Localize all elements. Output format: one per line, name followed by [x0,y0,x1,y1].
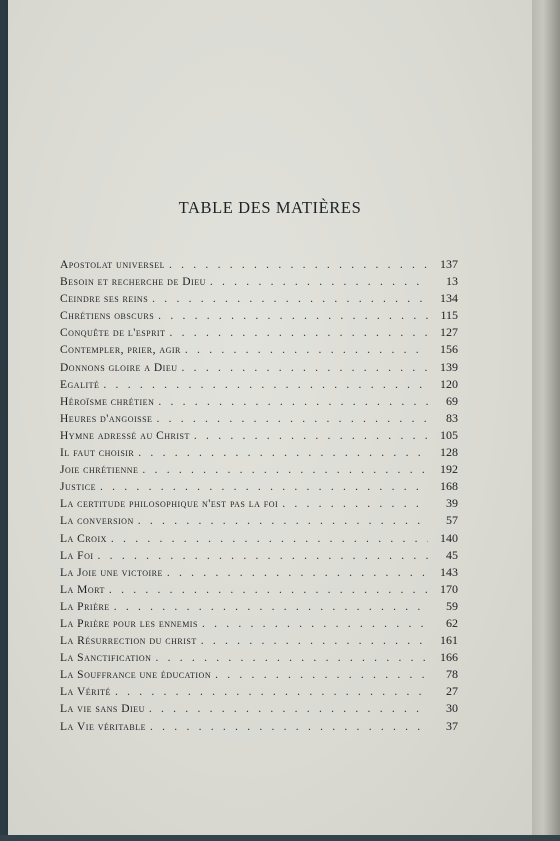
toc-entry [60,377,458,394]
toc-entry [60,599,458,616]
toc-entry-title: La Mort [60,583,105,596]
toc-entry [60,360,458,377]
toc-dot-leader [163,567,428,579]
toc-dot-leader [165,259,428,271]
toc-entry-title: La Joie une victoire [60,566,163,579]
toc-entry-page-number: 62 [446,615,458,630]
toc-entry-title: Conquête de l'esprit [60,327,166,340]
toc-entry [60,582,458,599]
toc-dot-leader [110,601,428,613]
toc-dot-leader [197,635,428,647]
toc-entry [60,257,458,274]
toc-entry-page-number: 139 [440,359,458,374]
toc-entry [60,394,458,411]
toc-entry-page-number: 59 [446,598,458,613]
toc-entry-page-number: 192 [440,462,458,477]
toc-entry [60,291,458,308]
toc-entry-title: La Prière pour les ennemis [60,617,198,630]
toc-entry [60,719,458,736]
toc-entry-page-number: 45 [446,547,458,562]
toc-entry [60,684,458,701]
toc-entry-page-number: 143 [440,564,458,579]
toc-entry-title: Contempler, prier, agir [60,344,181,357]
toc-entry-title: La Vie véritable [60,720,146,733]
toc-entry [60,308,458,325]
toc-entry-title: La Croix [60,532,107,545]
toc-entry-title: La certitude philosophique n'est pas la foi [60,498,279,511]
toc-entry [60,531,458,548]
page-title: TABLE DES MATIÈRES [178,198,362,217]
toc-entry-title: Joie chrétienne [60,464,139,477]
toc-entry-page-number: 120 [440,376,458,391]
toc-entry [60,548,458,565]
toc-entry-title: Héroïsme chrétien [60,395,155,408]
toc-dot-leader [145,703,428,715]
toc-entry-page-number: 168 [440,479,458,494]
toc-entry-title: Apostolat universel [60,259,165,271]
toc-entry-title: La Sanctification [60,652,152,665]
toc-entry-title: Besoin et recherche de Dieu [60,276,206,289]
toc-dot-leader [178,362,428,374]
toc-dot-leader [152,413,428,425]
toc-entry-page-number: 69 [446,393,458,408]
toc-entry-page-number: 105 [440,427,458,442]
toc-entry-page-number: 37 [446,718,458,733]
table-of-contents [60,257,458,736]
toc-entry-page-number: 127 [440,325,458,340]
toc-entry [60,274,458,291]
toc-entry [60,479,458,496]
toc-entry-page-number: 27 [446,684,458,699]
toc-entry [60,616,458,633]
toc-entry [60,701,458,718]
toc-dot-leader [99,379,428,391]
toc-entry-title: Donnons gloire a Dieu [60,361,178,374]
toc-dot-leader [181,344,428,356]
toc-entry-title: Ceindre ses reins [60,293,149,306]
page-edge [532,0,560,841]
toc-entry-title: La Résurrection du christ [60,635,197,648]
toc-entry-page-number: 128 [440,445,458,460]
toc-dot-leader [154,310,428,322]
toc-entry-title: Chrétiens obscurs [60,310,155,323]
toc-entry-page-number: 170 [440,581,458,596]
background-strip [0,835,560,841]
toc-entry-page-number: 161 [440,633,458,648]
toc-dot-leader [154,396,428,408]
toc-entry-page-number: 156 [440,342,458,357]
toc-entry-page-number: 137 [440,257,458,271]
toc-entry-title: La Vérité [60,686,111,699]
toc-entry-title: Heures d'angoisse [60,412,153,425]
toc-entry-page-number: 78 [446,667,458,682]
toc-dot-leader [190,430,428,442]
toc-entry-title: Il faut choisir [60,447,135,460]
toc-entry-page-number: 140 [440,530,458,545]
toc-dot-leader [148,293,428,305]
toc-entry-title: La Prière [60,600,110,613]
toc-dot-leader [134,515,428,527]
toc-dot-leader [278,498,428,510]
toc-entry [60,325,458,342]
toc-entry-title: Egalité [60,378,100,391]
toc-entry [60,667,458,684]
toc-entry-page-number: 13 [446,274,458,289]
toc-entry-page-number: 30 [446,701,458,716]
toc-entry-title: La conversion [60,515,134,528]
toc-dot-leader [94,550,428,562]
toc-dot-leader [206,276,428,288]
toc-entry-page-number: 83 [446,410,458,425]
toc-dot-leader [166,327,429,339]
toc-dot-leader [146,721,428,733]
toc-entry [60,342,458,359]
toc-entry [60,650,458,667]
toc-entry [60,445,458,462]
toc-entry [60,633,458,650]
toc-entry-title: Hymne adressé au Christ [60,429,190,442]
toc-entry-page-number: 115 [440,308,458,323]
toc-dot-leader [105,584,428,596]
toc-entry [60,565,458,582]
toc-entry [60,496,458,513]
toc-dot-leader [211,669,428,681]
toc-entry-title: La Souffrance une éducation [60,669,212,682]
toc-entry-page-number: 39 [446,496,458,511]
toc-dot-leader [107,533,428,545]
toc-entry [60,411,458,428]
toc-entry [60,428,458,445]
toc-dot-leader [111,686,428,698]
toc-entry-page-number: 166 [440,650,458,665]
toc-entry-title: La Foi [60,549,94,562]
toc-dot-leader [151,652,428,664]
toc-dot-leader [134,447,428,459]
toc-entry-page-number: 134 [440,291,458,306]
toc-entry-page-number: 57 [446,513,458,528]
toc-dot-leader [138,464,428,476]
toc-entry [60,513,458,530]
toc-entry-title: Justice [60,481,96,494]
toc-dot-leader [96,481,428,493]
toc-entry [60,462,458,479]
toc-entry-title: La vie sans Dieu [60,703,145,716]
toc-dot-leader [198,618,428,630]
